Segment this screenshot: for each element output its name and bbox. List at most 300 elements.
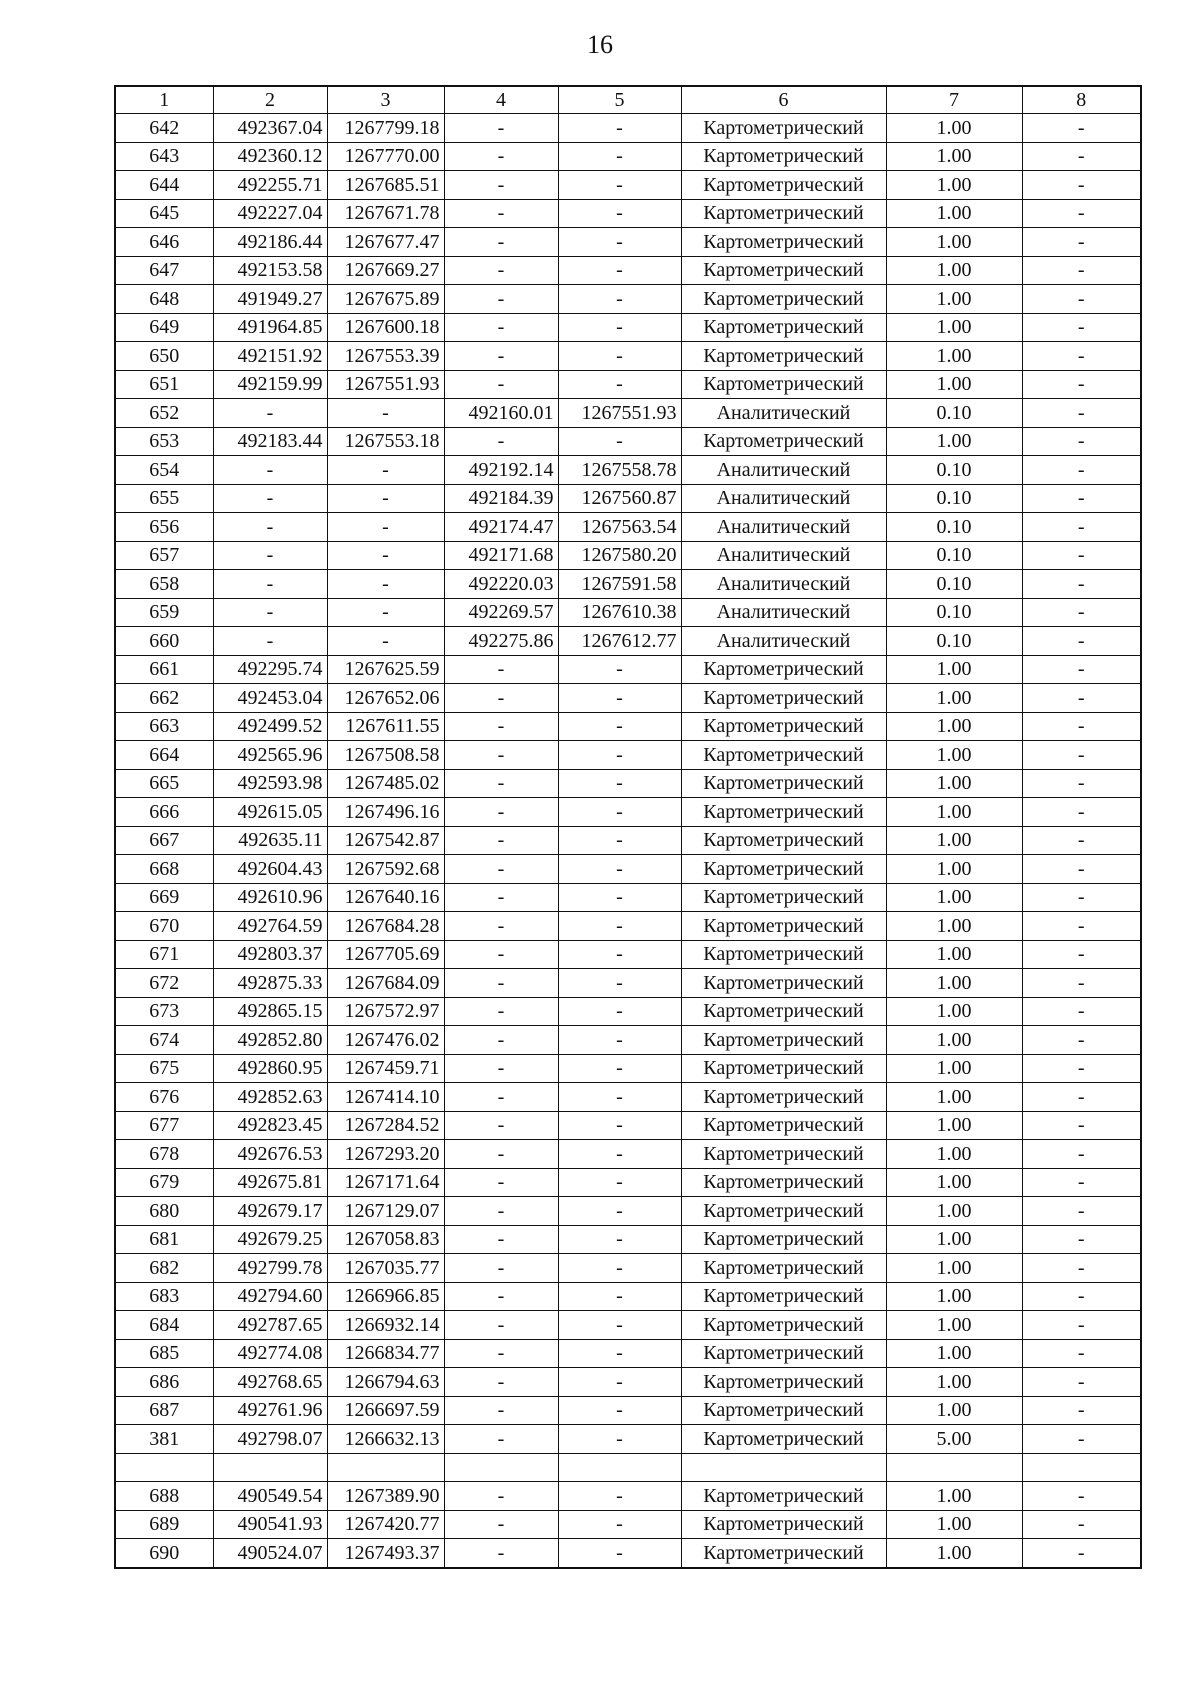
table-cell: 0.10: [886, 399, 1022, 428]
table-cell: Картометрический: [681, 1482, 886, 1511]
table-cell: 1267551.93: [327, 370, 444, 399]
table-cell: 1267580.20: [558, 541, 681, 570]
column-header-7: 7: [886, 86, 1022, 114]
table-cell: [327, 1453, 444, 1482]
table-cell: -: [444, 313, 558, 342]
table-cell: 1267600.18: [327, 313, 444, 342]
table-cell: -: [444, 1225, 558, 1254]
table-cell: -: [327, 399, 444, 428]
table-cell: -: [1022, 570, 1141, 599]
table-cell: 0.10: [886, 598, 1022, 627]
table-cell: 1.00: [886, 171, 1022, 200]
table-cell: -: [1022, 370, 1141, 399]
table-cell: 1.00: [886, 285, 1022, 314]
table-row: [115, 1282, 1141, 1311]
table-cell: -: [1022, 855, 1141, 884]
table-cell: -: [1022, 427, 1141, 456]
table-row: [115, 114, 1141, 143]
table-cell: -: [444, 1197, 558, 1226]
table-cell: 1266932.14: [327, 1311, 444, 1340]
table-row: [115, 1453, 1141, 1482]
table-cell: Картометрический: [681, 769, 886, 798]
table-cell: 492295.74: [213, 655, 327, 684]
table-cell: 1267684.28: [327, 912, 444, 941]
table-cell: 0.10: [886, 570, 1022, 599]
table-cell: 1267675.89: [327, 285, 444, 314]
table-cell: 678: [115, 1140, 213, 1169]
table-cell: 1.00: [886, 1225, 1022, 1254]
table-row: [115, 655, 1141, 684]
table-cell: -: [1022, 285, 1141, 314]
table-cell: -: [1022, 769, 1141, 798]
table-cell: Картометрический: [681, 1396, 886, 1425]
table-cell: 492367.04: [213, 114, 327, 143]
table-cell: Картометрический: [681, 256, 886, 285]
table-cell: 1267770.00: [327, 142, 444, 171]
table-cell: 492160.01: [444, 399, 558, 428]
table-cell: -: [558, 1197, 681, 1226]
table-cell: 0.10: [886, 513, 1022, 542]
table-cell: 1267508.58: [327, 741, 444, 770]
table-cell: -: [444, 256, 558, 285]
table-cell: 657: [115, 541, 213, 570]
table-cell: -: [444, 142, 558, 171]
table-cell: -: [444, 228, 558, 257]
table-cell: 491949.27: [213, 285, 327, 314]
column-header-6: 6: [681, 86, 886, 114]
table-cell: -: [558, 313, 681, 342]
table-cell: -: [558, 171, 681, 200]
table-cell: -: [558, 1482, 681, 1511]
table-cell: -: [558, 912, 681, 941]
table-cell: -: [444, 114, 558, 143]
table-cell: 492764.59: [213, 912, 327, 941]
table-cell: 1267284.52: [327, 1111, 444, 1140]
table-row: [115, 1026, 1141, 1055]
table-cell: -: [444, 1140, 558, 1169]
table-cell: -: [444, 1168, 558, 1197]
table-cell: 1.00: [886, 1396, 1022, 1425]
table-cell: Картометрический: [681, 427, 886, 456]
table-cell: -: [444, 684, 558, 713]
table-cell: Картометрический: [681, 940, 886, 969]
table-cell: 492183.44: [213, 427, 327, 456]
table-cell: 492675.81: [213, 1168, 327, 1197]
table-cell: 1267496.16: [327, 798, 444, 827]
table-cell: -: [1022, 513, 1141, 542]
table-cell: -: [558, 1054, 681, 1083]
table-cell: -: [1022, 798, 1141, 827]
table-cell: 1.00: [886, 114, 1022, 143]
table-cell: 1267592.68: [327, 855, 444, 884]
table-row: [115, 769, 1141, 798]
table-cell: 1267563.54: [558, 513, 681, 542]
table-cell: 659: [115, 598, 213, 627]
table-cell: Картометрический: [681, 826, 886, 855]
table-cell: -: [558, 142, 681, 171]
table-cell: Картометрический: [681, 883, 886, 912]
table-cell: 492768.65: [213, 1368, 327, 1397]
table-cell: -: [1022, 627, 1141, 656]
table-cell: 676: [115, 1083, 213, 1112]
table-cell: 1267612.77: [558, 627, 681, 656]
table-cell: 492151.92: [213, 342, 327, 371]
table-cell: Картометрический: [681, 655, 886, 684]
table-cell: 381: [115, 1425, 213, 1454]
table-cell: 1.00: [886, 769, 1022, 798]
table-cell: 689: [115, 1510, 213, 1539]
table-cell: 1.00: [886, 912, 1022, 941]
table-cell: -: [558, 940, 681, 969]
table-cell: -: [444, 741, 558, 770]
table-cell: -: [558, 1083, 681, 1112]
table-cell: 1.00: [886, 826, 1022, 855]
table-cell: -: [444, 940, 558, 969]
table-row: [115, 228, 1141, 257]
table-cell: Картометрический: [681, 1311, 886, 1340]
table-cell: 660: [115, 627, 213, 656]
table-cell: -: [1022, 912, 1141, 941]
table-cell: 492676.53: [213, 1140, 327, 1169]
table-cell: [213, 1453, 327, 1482]
table-cell: 653: [115, 427, 213, 456]
table-cell: 492615.05: [213, 798, 327, 827]
table-cell: 492171.68: [444, 541, 558, 570]
table-cell: 1.00: [886, 883, 1022, 912]
table-cell: 1267591.58: [558, 570, 681, 599]
table-cell: 672: [115, 969, 213, 998]
table-cell: -: [444, 1083, 558, 1112]
table-cell: Картометрический: [681, 1225, 886, 1254]
table-cell: -: [1022, 256, 1141, 285]
table-row: [115, 1368, 1141, 1397]
table-row: [115, 997, 1141, 1026]
table-cell: -: [327, 570, 444, 599]
table-cell: Картометрический: [681, 1539, 886, 1568]
table-cell: -: [558, 285, 681, 314]
table-cell: 642: [115, 114, 213, 143]
table-cell: 492593.98: [213, 769, 327, 798]
table-cell: 1.00: [886, 1083, 1022, 1112]
table-cell: 670: [115, 912, 213, 941]
table-cell: 671: [115, 940, 213, 969]
table-cell: Картометрический: [681, 370, 886, 399]
table-cell: 0.10: [886, 484, 1022, 513]
table-cell: 651: [115, 370, 213, 399]
table-cell: 662: [115, 684, 213, 713]
table-cell: Картометрический: [681, 1368, 886, 1397]
table-cell: -: [1022, 741, 1141, 770]
table-row: [115, 1168, 1141, 1197]
table-cell: -: [1022, 598, 1141, 627]
table-cell: -: [1022, 684, 1141, 713]
table-cell: -: [213, 598, 327, 627]
table-cell: 1.00: [886, 1311, 1022, 1340]
table-cell: 1267558.78: [558, 456, 681, 485]
table-cell: 656: [115, 513, 213, 542]
column-header-1: 1: [115, 86, 213, 114]
table-cell: 1267553.18: [327, 427, 444, 456]
table-cell: 677: [115, 1111, 213, 1140]
table-cell: -: [1022, 1054, 1141, 1083]
table-cell: 492865.15: [213, 997, 327, 1026]
table-cell: -: [444, 712, 558, 741]
table-cell: -: [558, 712, 681, 741]
table-cell: Картометрический: [681, 1339, 886, 1368]
table-cell: -: [558, 997, 681, 1026]
table-cell: -: [558, 684, 681, 713]
table-row: [115, 1539, 1141, 1568]
table-cell: 1266834.77: [327, 1339, 444, 1368]
table-cell: Аналитический: [681, 399, 886, 428]
table-cell: -: [1022, 1482, 1141, 1511]
table-row: [115, 1396, 1141, 1425]
table-cell: Картометрический: [681, 1140, 886, 1169]
table-cell: 1266632.13: [327, 1425, 444, 1454]
table-cell: -: [558, 769, 681, 798]
table-cell: -: [558, 1140, 681, 1169]
table-cell: Картометрический: [681, 1282, 886, 1311]
table-cell: 1.00: [886, 997, 1022, 1026]
table-cell: -: [558, 798, 681, 827]
table-cell: 1267476.02: [327, 1026, 444, 1055]
table-row: [115, 741, 1141, 770]
table-row: [115, 1311, 1141, 1340]
table-cell: 652: [115, 399, 213, 428]
table-cell: 1267459.71: [327, 1054, 444, 1083]
table-cell: 1.00: [886, 228, 1022, 257]
table-cell: -: [1022, 541, 1141, 570]
table-cell: 655: [115, 484, 213, 513]
table-cell: 1.00: [886, 427, 1022, 456]
table-cell: 492852.63: [213, 1083, 327, 1112]
table-cell: 1267671.78: [327, 199, 444, 228]
table-cell: 666: [115, 798, 213, 827]
table-cell: 492798.07: [213, 1425, 327, 1454]
table-row: [115, 427, 1141, 456]
table-cell: -: [444, 1482, 558, 1511]
table-cell: -: [327, 456, 444, 485]
table-cell: Картометрический: [681, 969, 886, 998]
table-cell: -: [558, 1254, 681, 1283]
table-cell: 686: [115, 1368, 213, 1397]
table-cell: Картометрический: [681, 199, 886, 228]
table-cell: 1266966.85: [327, 1282, 444, 1311]
table-cell: -: [444, 997, 558, 1026]
table-cell: -: [558, 1539, 681, 1568]
table-cell: 492184.39: [444, 484, 558, 513]
table-cell: -: [558, 1026, 681, 1055]
table-cell: 683: [115, 1282, 213, 1311]
table-cell: -: [558, 228, 681, 257]
table-cell: Картометрический: [681, 1054, 886, 1083]
column-header-4: 4: [444, 86, 558, 114]
table-cell: -: [1022, 342, 1141, 371]
table-cell: -: [1022, 1168, 1141, 1197]
table-cell: 668: [115, 855, 213, 884]
table-cell: 688: [115, 1482, 213, 1511]
table-cell: -: [1022, 114, 1141, 143]
table-cell: 1.00: [886, 940, 1022, 969]
table-cell: 492787.65: [213, 1311, 327, 1340]
table-cell: 1267420.77: [327, 1510, 444, 1539]
table-row: [115, 1339, 1141, 1368]
table-cell: Картометрический: [681, 1026, 886, 1055]
table-cell: -: [1022, 1083, 1141, 1112]
table-cell: Аналитический: [681, 541, 886, 570]
table-cell: -: [1022, 1510, 1141, 1539]
table-cell: 681: [115, 1225, 213, 1254]
table-cell: -: [444, 855, 558, 884]
table-row: [115, 570, 1141, 599]
table-cell: -: [1022, 1225, 1141, 1254]
table-cell: Картометрический: [681, 285, 886, 314]
column-header-8: 8: [1022, 86, 1141, 114]
table-cell: 492761.96: [213, 1396, 327, 1425]
table-cell: 1.00: [886, 741, 1022, 770]
table-cell: 1.00: [886, 1539, 1022, 1568]
table-cell: -: [558, 969, 681, 998]
table-cell: -: [444, 883, 558, 912]
table-cell: -: [558, 1339, 681, 1368]
table-cell: -: [444, 1026, 558, 1055]
table-cell: 690: [115, 1539, 213, 1568]
table-cell: -: [444, 826, 558, 855]
table-cell: -: [1022, 1111, 1141, 1140]
table-cell: -: [1022, 1368, 1141, 1397]
table-cell: -: [444, 1339, 558, 1368]
table-cell: 492610.96: [213, 883, 327, 912]
table-row: [115, 1425, 1141, 1454]
table-cell: 1267572.97: [327, 997, 444, 1026]
table-cell: [681, 1453, 886, 1482]
table-row: [115, 798, 1141, 827]
table-cell: 5.00: [886, 1425, 1022, 1454]
table-body: [115, 86, 1141, 1568]
table-cell: -: [444, 969, 558, 998]
table-cell: 674: [115, 1026, 213, 1055]
table-cell: Аналитический: [681, 513, 886, 542]
table-cell: 1.00: [886, 256, 1022, 285]
table-cell: 1.00: [886, 655, 1022, 684]
table-cell: 492875.33: [213, 969, 327, 998]
table-cell: 658: [115, 570, 213, 599]
table-row: [115, 1254, 1141, 1283]
table-cell: 654: [115, 456, 213, 485]
table-cell: 1.00: [886, 1140, 1022, 1169]
table-cell: 1.00: [886, 1197, 1022, 1226]
table-cell: Картометрический: [681, 114, 886, 143]
table-cell: 1267625.59: [327, 655, 444, 684]
table-row: [115, 712, 1141, 741]
table-cell: 1267129.07: [327, 1197, 444, 1226]
table-row: [115, 1225, 1141, 1254]
table-cell: -: [1022, 1282, 1141, 1311]
table-cell: -: [1022, 171, 1141, 200]
table-row: [115, 142, 1141, 171]
table-cell: 1267705.69: [327, 940, 444, 969]
table-cell: 1.00: [886, 199, 1022, 228]
table-cell: -: [444, 1111, 558, 1140]
table-cell: 1.00: [886, 1482, 1022, 1511]
table-cell: 492774.08: [213, 1339, 327, 1368]
table-cell: 1267542.87: [327, 826, 444, 855]
table-row: [115, 912, 1141, 941]
table-cell: -: [327, 598, 444, 627]
table-cell: 1267171.64: [327, 1168, 444, 1197]
table-row: [115, 1083, 1141, 1112]
table-cell: -: [444, 199, 558, 228]
table-cell: 1266697.59: [327, 1396, 444, 1425]
table-cell: 1267058.83: [327, 1225, 444, 1254]
table-cell: [115, 1453, 213, 1482]
table-cell: 648: [115, 285, 213, 314]
table-cell: -: [444, 1396, 558, 1425]
table-cell: -: [558, 1396, 681, 1425]
table-cell: 492269.57: [444, 598, 558, 627]
table-cell: -: [558, 1282, 681, 1311]
table-row: [115, 342, 1141, 371]
table-cell: 1267677.47: [327, 228, 444, 257]
table-cell: Аналитический: [681, 627, 886, 656]
table-cell: -: [558, 1225, 681, 1254]
table-cell: Аналитический: [681, 484, 886, 513]
table-cell: Картометрический: [681, 313, 886, 342]
table-cell: -: [444, 285, 558, 314]
table-row: [115, 456, 1141, 485]
table-cell: Аналитический: [681, 570, 886, 599]
table-row: [115, 684, 1141, 713]
table-cell: 1.00: [886, 1254, 1022, 1283]
table-cell: -: [558, 741, 681, 770]
table-cell: -: [444, 1425, 558, 1454]
table-cell: -: [444, 1311, 558, 1340]
table-cell: 684: [115, 1311, 213, 1340]
table-cell: Картометрический: [681, 741, 886, 770]
table-cell: 1267684.09: [327, 969, 444, 998]
table-cell: 650: [115, 342, 213, 371]
table-cell: -: [1022, 655, 1141, 684]
table-cell: 1267799.18: [327, 114, 444, 143]
table-row: [115, 513, 1141, 542]
table-cell: 1.00: [886, 684, 1022, 713]
table-cell: Картометрический: [681, 342, 886, 371]
page-number: 16: [587, 30, 613, 59]
table-cell: 667: [115, 826, 213, 855]
table-cell: -: [558, 1311, 681, 1340]
table-cell: 492255.71: [213, 171, 327, 200]
table-cell: 492174.47: [444, 513, 558, 542]
table-cell: [444, 1453, 558, 1482]
table-cell: 490524.07: [213, 1539, 327, 1568]
table-cell: 1.00: [886, 313, 1022, 342]
table-cell: Картометрический: [681, 798, 886, 827]
table-cell: 680: [115, 1197, 213, 1226]
table-cell: 492794.60: [213, 1282, 327, 1311]
table-cell: -: [1022, 1140, 1141, 1169]
table-cell: [558, 1453, 681, 1482]
table-cell: -: [444, 1282, 558, 1311]
table-cell: 673: [115, 997, 213, 1026]
table-cell: -: [1022, 399, 1141, 428]
table-cell: 490541.93: [213, 1510, 327, 1539]
table-cell: 1267493.37: [327, 1539, 444, 1568]
table-cell: -: [444, 1510, 558, 1539]
table-cell: 0.10: [886, 456, 1022, 485]
table-cell: -: [444, 427, 558, 456]
table-row: [115, 541, 1141, 570]
table-row: [115, 627, 1141, 656]
